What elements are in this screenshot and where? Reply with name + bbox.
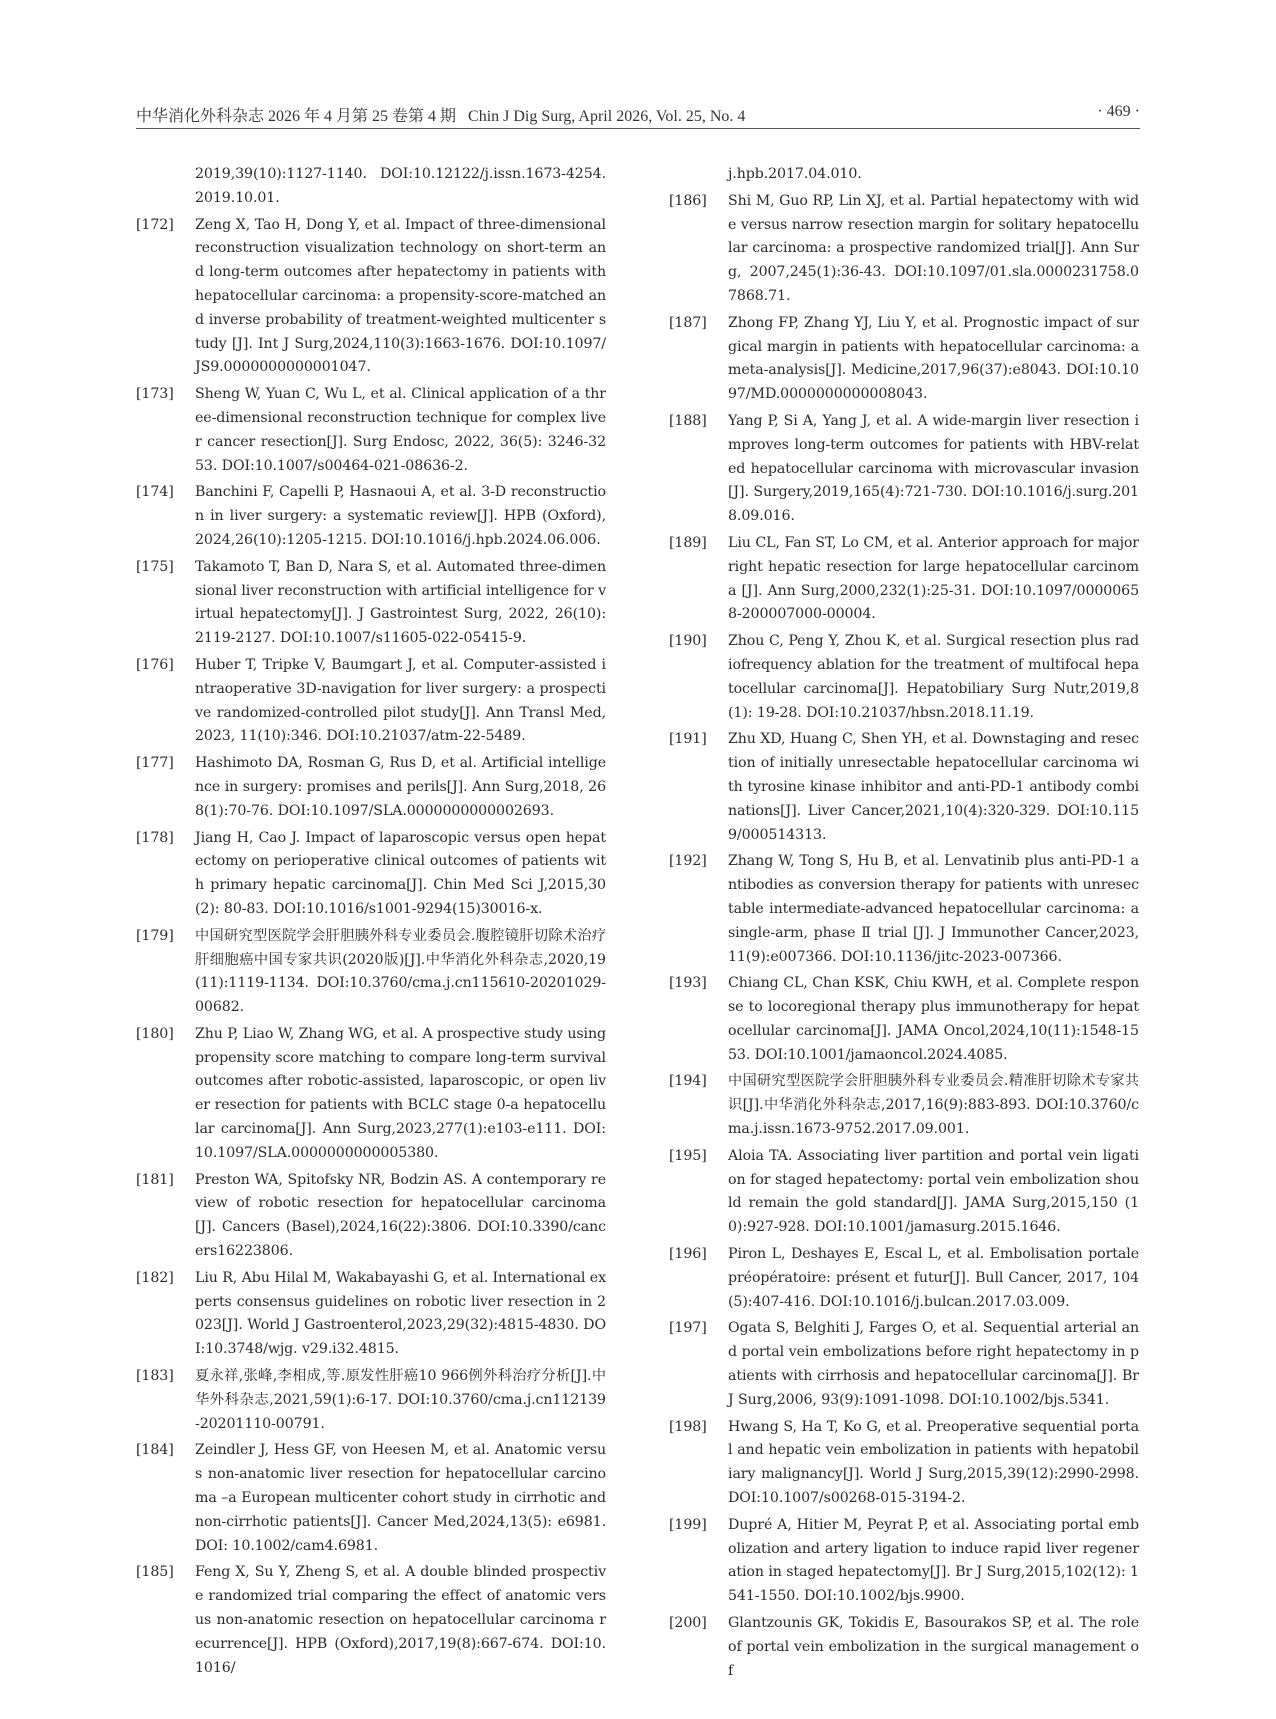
reference-entry [669,1514,1139,1609]
reference-number: [199] [669,1516,707,1533]
reference-number: [192] [669,853,707,870]
reference-number: [198] [669,1418,707,1435]
running-header [136,103,1140,127]
reference-number: [194] [669,1073,707,1090]
reference-entry [136,481,606,552]
reference-text: j.hpb.2017.04.010. [728,166,862,182]
reference-text: Shi M, Guo RP, Lin XJ, et al. Partial hepatectomy with wide versus narrow resection margin for solitary hepatocellular carcinoma: a prospective randomized trial[J]. Ann Surg, 2007,245(1):36-43. DOI:10.1097/01.sla.0000231758.07868.71. [728,192,1139,304]
reference-entry [669,1612,1139,1683]
reference-entry [669,1317,1139,1412]
reference-number: [193] [669,975,707,992]
reference-entry [669,410,1139,529]
reference-text: Liu CL, Fan ST, Lo CM, et al. Anterior approach for major right hepatic resection for large hepatocellular carcinoma [J]. Ann Surg,2000,232(1):25-31. DOI:10.1097/00000658-200007000-00004. [728,534,1139,623]
reference-entry [136,752,606,823]
reference-number: [176] [136,656,174,673]
reference-number: [187] [669,314,707,331]
reference-text: Takamoto T, Ban D, Nara S, et al. Automated three-dimensional liver reconstruction with artificial intelligence for virtual hepatectomy[J]. J Gastrointest Surg, 2022, 26(10): 2119-2127. DOI:10.1007/s11605-022-05415-9. [195,558,606,647]
reference-text: Liu R, Abu Hilal M, Wakabayashi G, et al. International experts consensus guidelines on robotic liver resection in 2023[J]. World J Gastroenterol,2023,29(32):4815-4830. DOI:10.3748/wjg. v29.i32.4815. [195,1269,606,1358]
reference-text: Zhu XD, Huang C, Shen YH, et al. Downstaging and resection of initially unresectable hepatocellular carcinoma with tyrosine kinase inhibitor and anti-PD-1 antibody combinations[J]. Liver Cancer,2021,10(4):320-329. DOI:10.1159/000514313. [728,731,1139,843]
reference-entry [669,850,1139,969]
reference-text: Zhang W, Tong S, Hu B, et al. Lenvatinib plus anti-PD-1 antibodies as conversion therapy for patients with unresectable intermediate-advanced hepatocellular carcinoma: a single-arm, phase Ⅱ trial [J]. J Immunother Cancer,2023, 11(9):e007366. DOI:10.1136/jitc-2023-007366. [728,853,1139,965]
reference-entry [669,630,1139,725]
reference-text: Chiang CL, Chan KSK, Chiu KWH, et al. Complete response to locoregional therapy plus immunotherapy for hepatocellular carcinoma[J]. JAMA Oncol,2024,10(11):1548-1553. DOI:10.1001/jamaoncol.2024.4085. [728,975,1139,1063]
reference-text: Feng X, Su Y, Zheng S, et al. A double blinded prospective randomized trial comparing the effect of anatomic versus non-anatomic resection on hepatocellular carcinoma recurrence[J]. HPB (Oxford),2017,19(8):667-674. DOI:10.1016/ [195,1564,606,1676]
reference-number: [180] [136,1025,174,1042]
reference-entry [669,532,1139,627]
reference-text: Dupré A, Hitier M, Peyrat P, et al. Associating portal embolization and artery ligation to induce rapid liver regeneration in staged hepatectomy[J]. Br J Surg,2015,102(12): 1541-1550. DOI:10.1002/bjs.9900. [728,1516,1139,1605]
reference-number: [177] [136,755,174,772]
reference-number: [188] [669,412,707,429]
reference-entry [669,1145,1139,1240]
reference-entry [669,728,1139,847]
reference-number: [200] [669,1615,707,1632]
reference-number: [172] [136,216,174,233]
reference-text: Sheng W, Yuan C, Wu L, et al. Clinical application of a three-dimensional reconstruction technique for complex liver cancer resection[J]. Surg Endosc, 2022, 36(5): 3246-3253. DOI:10.1007/s00464-021-08636-2. [195,386,606,474]
reference-entry [669,1070,1139,1141]
reference-entry [136,1439,606,1558]
reference-text: Aloia TA. Associating liver partition and portal vein ligation for staged hepatectomy: portal vein embolization should remain the gold standard[J]. JAMA Surg,2015,150 (10):927-928. DOI:10.1001/jamasurg.2015.1646. [728,1147,1139,1236]
reference-text: Hashimoto DA, Rosman G, Rus D, et al. Artificial intelligence in surgery: promises and perils[J]. Ann Surg,2018, 268(1):70-76. DOI:10.1097/SLA.0000000000002693. [195,755,606,819]
reference-number: [195] [669,1147,707,1164]
page-number: · 469 · [1097,103,1140,120]
reference-entry [136,1023,606,1166]
reference-text: Banchini F, Capelli P, Hasnaoui A, et al. 3-D reconstruction in liver surgery: a systematic review[J]. HPB (Oxford), 2024,26(10):1205-1215. DOI:10.1016/j.hpb.2024.06.006. [195,484,606,548]
reference-text: Yang P, Si A, Yang J, et al. A wide-margin liver resection improves long-term outcomes for patients with HBV-related hepatocellular carcinoma with microvascular invasion[J]. Surgery,2019,165(4):721-730. DOI:10.1016/j.surg.2018.09.016. [728,412,1139,525]
reference-number: [182] [136,1269,174,1286]
reference-entry [136,827,606,922]
reference-text: Ogata S, Belghiti J, Farges O, et al. Sequential arterial and portal vein embolizations before right hepatectomy in patients with cirrhosis and hepatocellular carcinoma[J]. Br J Surg,2006, 93(9):1091-1098. DOI:10.1002/bjs.5341. [728,1320,1139,1408]
reference-entry [136,1365,606,1436]
reference-number: [181] [136,1171,174,1188]
reference-text: Jiang H, Cao J. Impact of laparoscopic versus open hepatectomy on perioperative clinical outcomes of patients with primary hepatic carcinoma[J]. Chin Med Sci J,2015,30(2): 80-83. DOI:10.1016/s1001-9294(15)30016-x. [195,829,606,917]
reference-number: [174] [136,484,174,501]
reference-entry [669,163,1139,187]
reference-entry [136,1561,606,1680]
reference-text: 2019,39(10):1127-1140. DOI:10.12122/j.issn.1673-4254.2019.10.01. [195,166,606,206]
reference-number: [173] [136,386,174,403]
reference-entry [136,1169,606,1264]
reference-number: [197] [669,1320,707,1337]
reference-number: [186] [669,192,707,209]
journal-citation-line [136,103,745,126]
reference-entry [136,654,606,749]
reference-number: [183] [136,1368,174,1385]
reference-entry [669,190,1139,309]
journal-title-cn: 中华消化外科杂志 2026 年 4 月第 25 卷第 4 期 [136,108,457,125]
reference-text: Zeng X, Tao H, Dong Y, et al. Impact of three-dimensional reconstruction visualization technology on short-term and long-term outcomes after hepatectomy in patients with hepatocellular carcinoma: a propensity-score-matched and inverse probability of treatment-weighted multicenter study [J]. Int J Surg,2024,110(3):1663-1676. DOI:10.1097/JS9.0000000000001047. [195,216,606,376]
reference-text: 中国研究型医院学会肝胆胰外科专业委员会.腹腔镜肝切除术治疗肝细胞癌中国专家共识(2020版)[J].中华消化外科杂志,2020,19(11):1119-1134. DOI:10.3760/cma.j.cn115610-20201029-00682. [195,927,606,1016]
reference-number: [175] [136,558,174,575]
header-rule [136,128,1140,129]
reference-entry [136,556,606,651]
reference-entry [136,214,606,381]
reference-entry [669,312,1139,407]
reference-number: [179] [136,927,174,944]
reference-number: [190] [669,633,707,650]
reference-entry [136,163,606,211]
reference-text: Zhong FP, Zhang YJ, Liu Y, et al. Prognostic impact of surgical margin in patients with hepatocellular carcinoma: a meta-analysis[J]. Medicine,2017,96(37):e8043. DOI:10.1097/MD.0000000000008043. [728,314,1139,403]
reference-number: [178] [136,829,174,846]
reference-entry [669,972,1139,1067]
reference-number: [189] [669,534,707,551]
reference-column-right [669,163,1139,1686]
reference-column-left [136,163,606,1683]
reference-entry [136,925,606,1020]
reference-text: Zeindler J, Hess GF, von Heesen M, et al. Anatomic versus non-anatomic liver resection for hepatocellular carcinoma –a European multicenter cohort study in cirrhotic and non-cirrhotic patients[J]. Cancer Med,2024,13(5): e6981. DOI: 10.1002/cam4.6981. [195,1442,606,1554]
reference-text: Glantzounis GK, Tokidis E, Basourakos SP, et al. The role of portal vein embolization in the surgical management of [728,1615,1139,1679]
reference-text: Preston WA, Spitofsky NR, Bodzin AS. A contemporary review of robotic resection for hepatocellular carcinoma [J]. Cancers (Basel),2024,16(22):3806. DOI:10.3390/cancers16223806. [195,1171,606,1260]
reference-text: Hwang S, Ha T, Ko G, et al. Preoperative sequential portal and hepatic vein embolization in patients with hepatobiliary malignancy[J]. World J Surg,2015,39(12):2990-2998. DOI:10.1007/s00268-015-3194-2. [728,1418,1139,1507]
reference-text: Huber T, Tripke V, Baumgart J, et al. Computer-assisted intraoperative 3D-navigation for liver surgery: a prospective randomized-controlled pilot study[J]. Ann Transl Med, 2023, 11(10):346. DOI:10.21037/atm-22-5489. [195,656,606,745]
reference-entry [669,1243,1139,1314]
reference-entry [669,1416,1139,1511]
reference-entry [136,383,606,478]
reference-number: [184] [136,1442,174,1459]
reference-text: Zhou C, Peng Y, Zhou K, et al. Surgical resection plus radiofrequency ablation for the treatment of multifocal hepatocellular carcinoma[J]. Hepatobiliary Surg Nutr,2019,8(1): 19-28. DOI:10.21037/hbsn.2018.11.19. [728,633,1139,721]
reference-text: 夏永祥,张峰,李相成,等.原发性肝癌10 966例外科治疗分析[J].中华外科杂志,2021,59(1):6-17. DOI:10.3760/cma.j.cn112139-20201110-00791. [195,1368,606,1432]
reference-entry [136,1267,606,1362]
reference-number: [185] [136,1564,174,1581]
reference-text: Zhu P, Liao W, Zhang WG, et al. A prospective study using propensity score matching to compare long-term survival outcomes after robotic-assisted, laparoscopic, or open liver resection for patients with BCLC stage 0-a hepatocellular carcinoma[J]. Ann Surg,2023,277(1):e103-e111. DOI:10.1097/SLA.0000000000005380. [195,1025,606,1161]
reference-text: Piron L, Deshayes E, Escal L, et al. Embolisation portale préopératoire: présent et futur[J]. Bull Cancer, 2017, 104 (5):407-416. DOI:10.1016/j.bulcan.2017.03.009. [728,1246,1139,1310]
reference-text: 中国研究型医院学会肝胆胰外科专业委员会.精准肝切除术专家共识[J].中华消化外科杂志,2017,16(9):883-893. DOI:10.3760/cma.j.issn.1673-9752.2017.09.001. [728,1073,1139,1138]
reference-number: [196] [669,1246,707,1263]
journal-title-en: Chin J Dig Surg, April 2026, Vol. 25, No. 4 [468,108,746,125]
reference-number: [191] [669,731,707,748]
